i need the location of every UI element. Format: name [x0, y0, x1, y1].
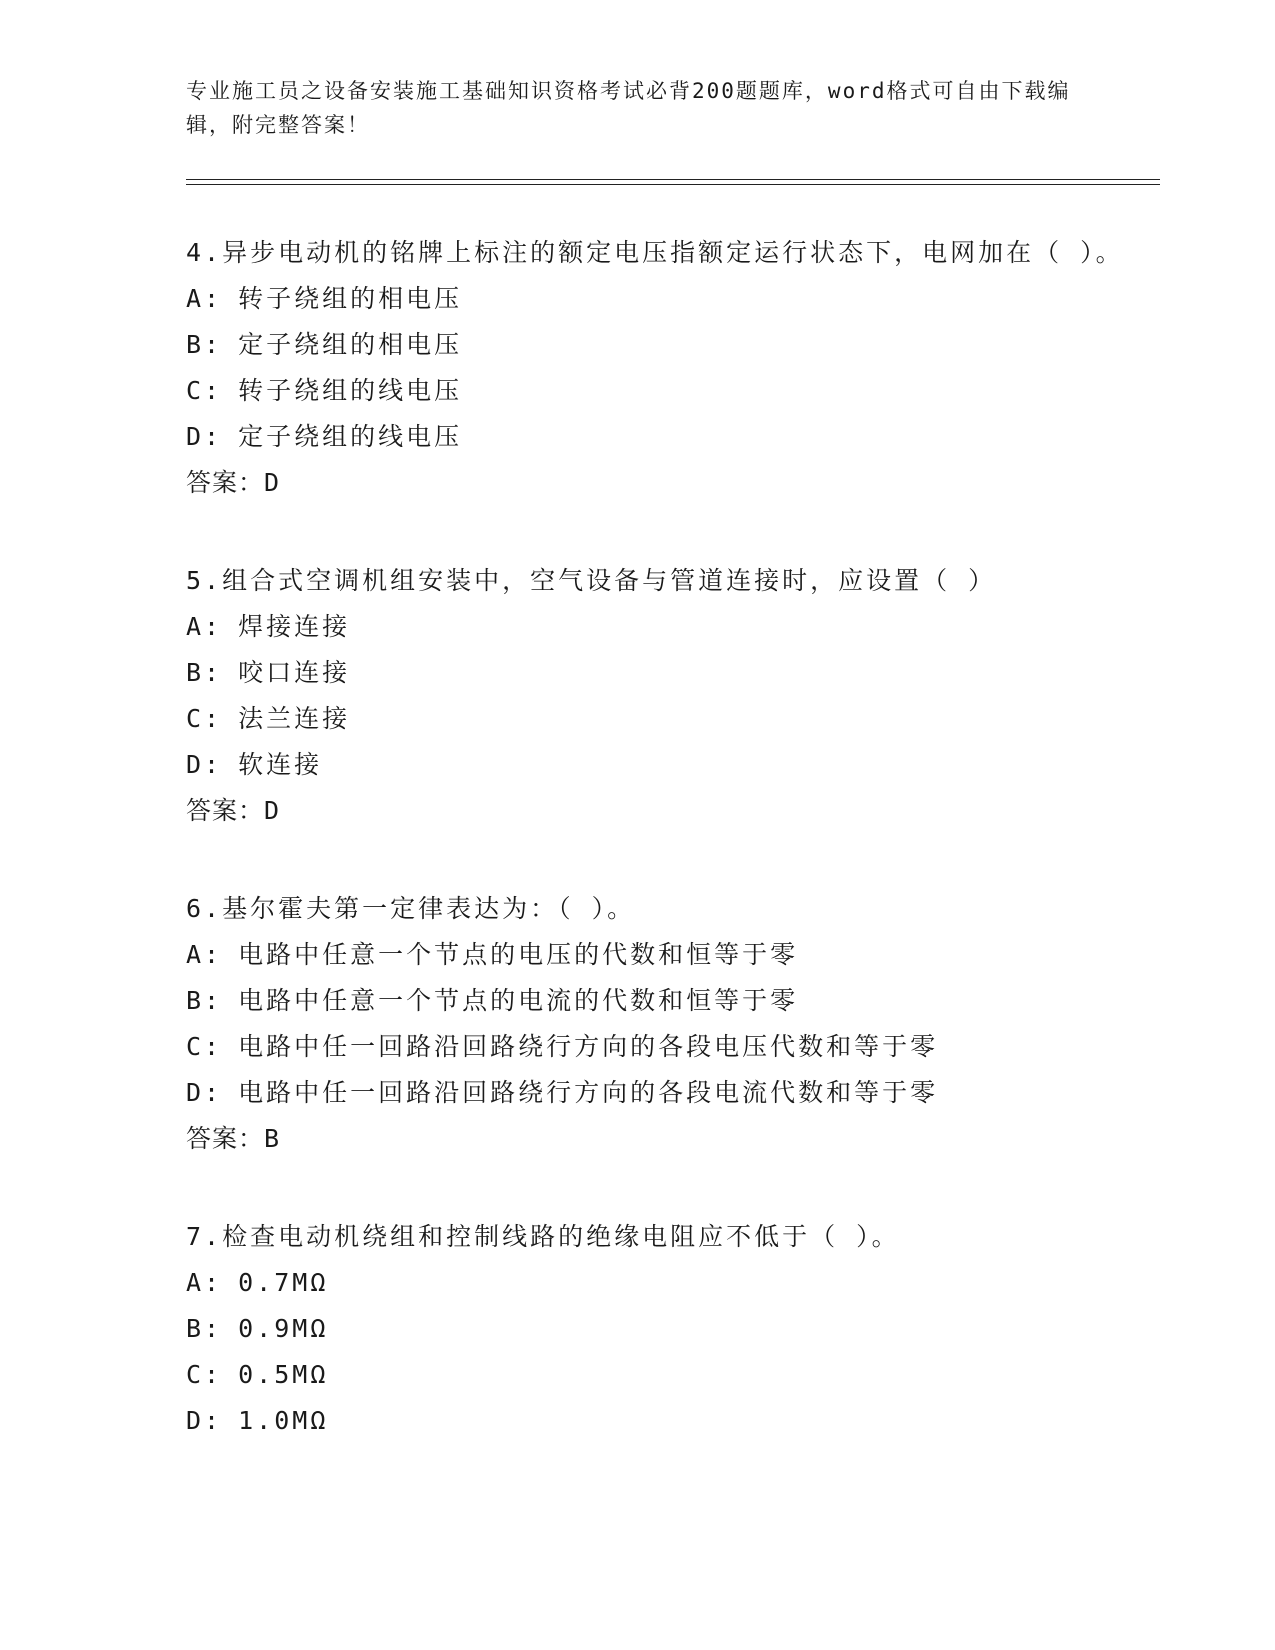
option-text: 焊接连接 [238, 612, 351, 641]
answer-value: D [264, 468, 281, 497]
option-text: 电路中任意一个节点的电压的代数和恒等于零 [238, 940, 799, 969]
option-text: 0.9MΩ [238, 1314, 329, 1343]
option-list [186, 932, 1136, 1116]
option-b [186, 322, 1136, 368]
option-text: 电路中任一回路沿回路绕行方向的各段电压代数和等于零 [238, 1032, 939, 1061]
option-key: C: [186, 704, 223, 733]
option-text: 转子绕组的相电压 [238, 284, 463, 313]
option-key: B: [186, 658, 223, 687]
option-text: 法兰连接 [238, 704, 351, 733]
option-text: 咬口连接 [238, 658, 351, 687]
option-key: D: [186, 422, 223, 451]
answer-label: 答案： [186, 468, 265, 497]
option-key: C: [186, 376, 223, 405]
option-text: 0.5MΩ [238, 1360, 329, 1389]
question-7 [186, 1214, 1136, 1444]
header-rule-top [186, 179, 1160, 180]
option-key: B: [186, 330, 223, 359]
question-stem: 6.基尔霍夫第一定律表达为：（ ）。 [186, 894, 636, 923]
option-text: 定子绕组的线电压 [238, 422, 463, 451]
question-stem: 5.组合式空调机组安装中，空气设备与管道连接时，应设置（ ） [186, 566, 997, 595]
option-list [186, 604, 1136, 788]
option-d [186, 742, 1136, 788]
question-stem: 4.异步电动机的铭牌上标注的额定电压指额定运行状态下，电网加在（ ）。 [186, 238, 1124, 267]
option-c [186, 1024, 1136, 1070]
option-c [186, 696, 1136, 742]
option-key: A: [186, 1268, 223, 1297]
option-key: B: [186, 986, 223, 1015]
option-list [186, 1260, 1136, 1444]
answer-line [186, 788, 1136, 834]
option-a [186, 1260, 1136, 1306]
option-text: 电路中任一回路沿回路绕行方向的各段电流代数和等于零 [238, 1078, 939, 1107]
option-key: C: [186, 1032, 223, 1061]
option-a [186, 932, 1136, 978]
answer-label: 答案： [186, 1124, 265, 1153]
option-key: A: [186, 940, 223, 969]
option-key: A: [186, 612, 223, 641]
answer-line [186, 1116, 1136, 1162]
option-c [186, 368, 1136, 414]
option-text: 定子绕组的相电压 [238, 330, 463, 359]
option-c [186, 1352, 1136, 1398]
option-text: 软连接 [238, 750, 323, 779]
option-text: 0.7MΩ [238, 1268, 329, 1297]
question-list [186, 230, 1136, 1496]
option-d [186, 414, 1136, 460]
question-6 [186, 886, 1136, 1162]
answer-value: B [264, 1124, 281, 1153]
question-4 [186, 230, 1136, 506]
option-key: C: [186, 1360, 223, 1389]
answer-line [186, 460, 1136, 506]
document-header: 专业施工员之设备安装施工基础知识资格考试必背200题题库，word格式可自由下载编辑，附完整答案！ [186, 79, 1071, 137]
option-a [186, 276, 1136, 322]
option-d [186, 1070, 1136, 1116]
question-5 [186, 558, 1136, 834]
answer-label: 答案： [186, 796, 265, 825]
option-key: D: [186, 1078, 223, 1107]
option-key: D: [186, 1406, 223, 1435]
option-b [186, 978, 1136, 1024]
option-text: 转子绕组的线电压 [238, 376, 463, 405]
option-list [186, 276, 1136, 460]
option-text: 电路中任意一个节点的电流的代数和恒等于零 [238, 986, 799, 1015]
option-b [186, 1306, 1136, 1352]
header-rule-bottom [186, 184, 1160, 185]
option-b [186, 650, 1136, 696]
option-key: D: [186, 750, 223, 779]
answer-value: D [264, 796, 281, 825]
option-key: B: [186, 1314, 223, 1343]
option-a [186, 604, 1136, 650]
option-text: 1.0MΩ [238, 1406, 329, 1435]
option-key: A: [186, 284, 223, 313]
question-stem: 7.检查电动机绕组和控制线路的绝缘电阻应不低于（ ）。 [186, 1222, 900, 1251]
option-d [186, 1398, 1136, 1444]
